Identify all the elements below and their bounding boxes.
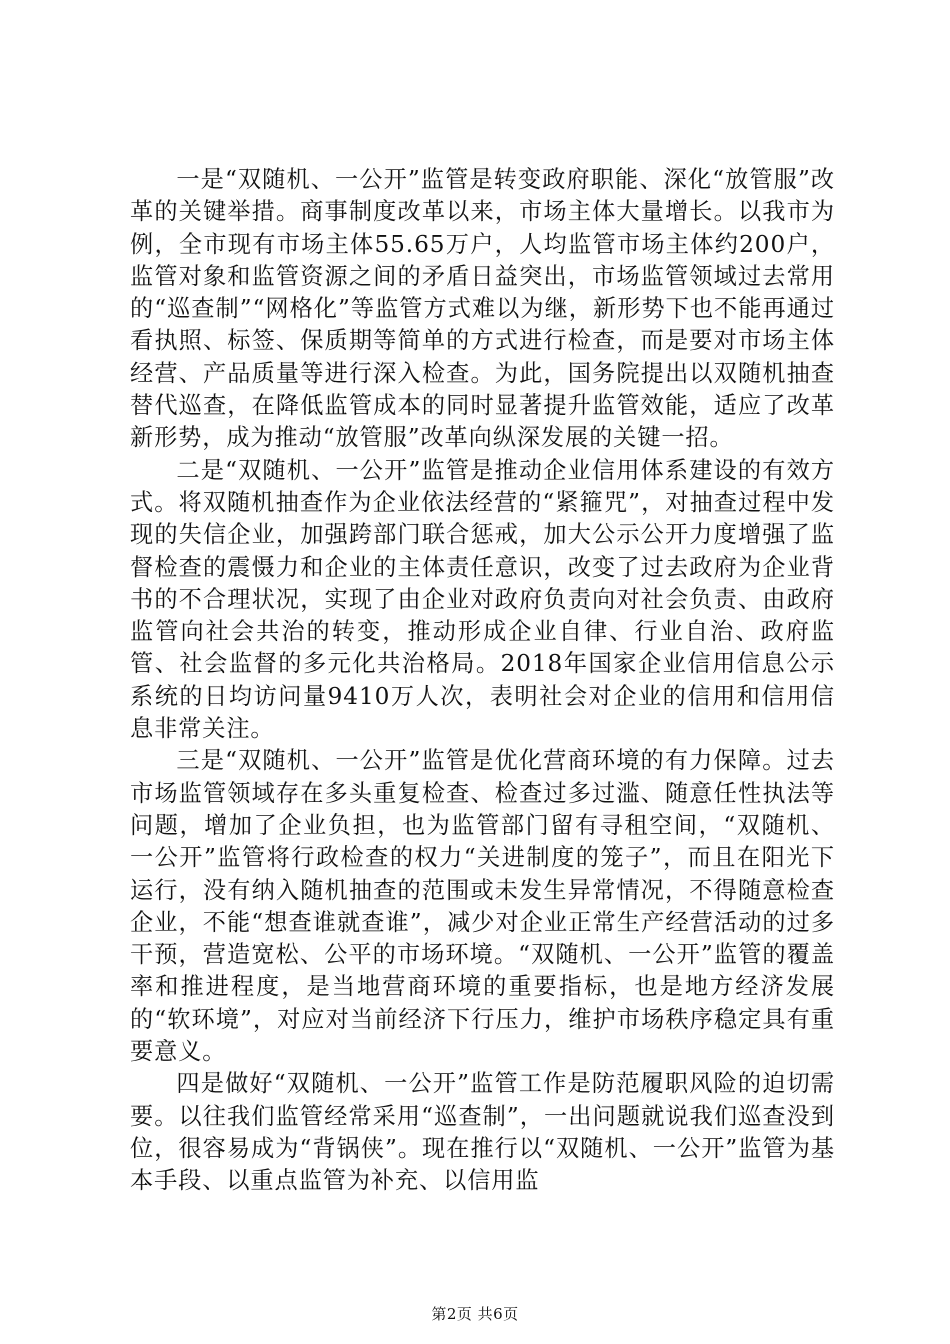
paragraph-1: 一是“双随机、一公开”监管是转变政府职能、深化“放管服”改革的关键举措。商事制度改革以来，市场主体大量增长。以我市为例，全市现有市场主体55.65万户，人均监管市场主体约200户，监管对象和监管资源之间的矛盾日益突出，市场监管领域过去常用的“巡查制”“网格化”等监管方式难以为继，新形势下也不能再通过看执照、标签、保质期等简单的方式进行检查，而是要对市场主体经营、产品质量等进行深入检查。为此，国务院提出以双随机抽查替代巡查，在降低监管成本的同时显著提升监管效能，适应了改革新形势，成为推动“放管服”改革向纵深发展的关键一招。 (130, 166, 835, 452)
page-number-footer: 第2页 共6页 (431, 1305, 519, 1323)
paragraph-2: 二是“双随机、一公开”监管是推动企业信用体系建设的有效方式。将双随机抽查作为企业依法经营的“紧箍咒”，对抽查过程中发现的失信企业，加强跨部门联合惩戒，加大公示公开力度增强了监督检查的震慑力和企业的主体责任意识，改变了过去政府为企业背书的不合理状况，实现了由企业对政府负责向对社会负责、由政府监管向社会共治的转变，推动形成企业自律、行业自治、政府监管、社会监督的多元化共治格局。2018年国家企业信用信息公示系统的日均访问量9410万人次，表明社会对企业的信用和信用信息非常关注。 (130, 456, 835, 743)
document-body (130, 164, 835, 1198)
paragraph-4: 四是做好“双随机、一公开”监管工作是防范履职风险的迫切需要。以往我们监管经常采用“巡查制”，一出问题就说我们巡查没到位，很容易成为“背锅侠”。现在推行以“双随机、一公开”监管为基本手段、以重点监管为补充、以信用监 (130, 1070, 835, 1195)
paragraph-3: 三是“双随机、一公开”监管是优化营商环境的有力保障。过去市场监管领域存在多头重复检查、检查过多过滥、随意任性执法等问题，增加了企业负担，也为监管部门留有寻租空间，“双随机、一公开”监管将行政检查的权力“关进制度的笼子”，而且在阳光下运行，没有纳入随机抽查的范围或未发生异常情况，不得随意检查企业，不能“想查谁就查谁”，减少对企业正常生产经营活动的过多干预，营造宽松、公平的市场环境。“双随机、一公开”监管的覆盖率和推进程度，是当地营商环境的重要指标，也是地方经济发展的“软环境”，对应对当前经济下行压力，维护市场秩序稳定具有重要意义。 (130, 747, 835, 1066)
